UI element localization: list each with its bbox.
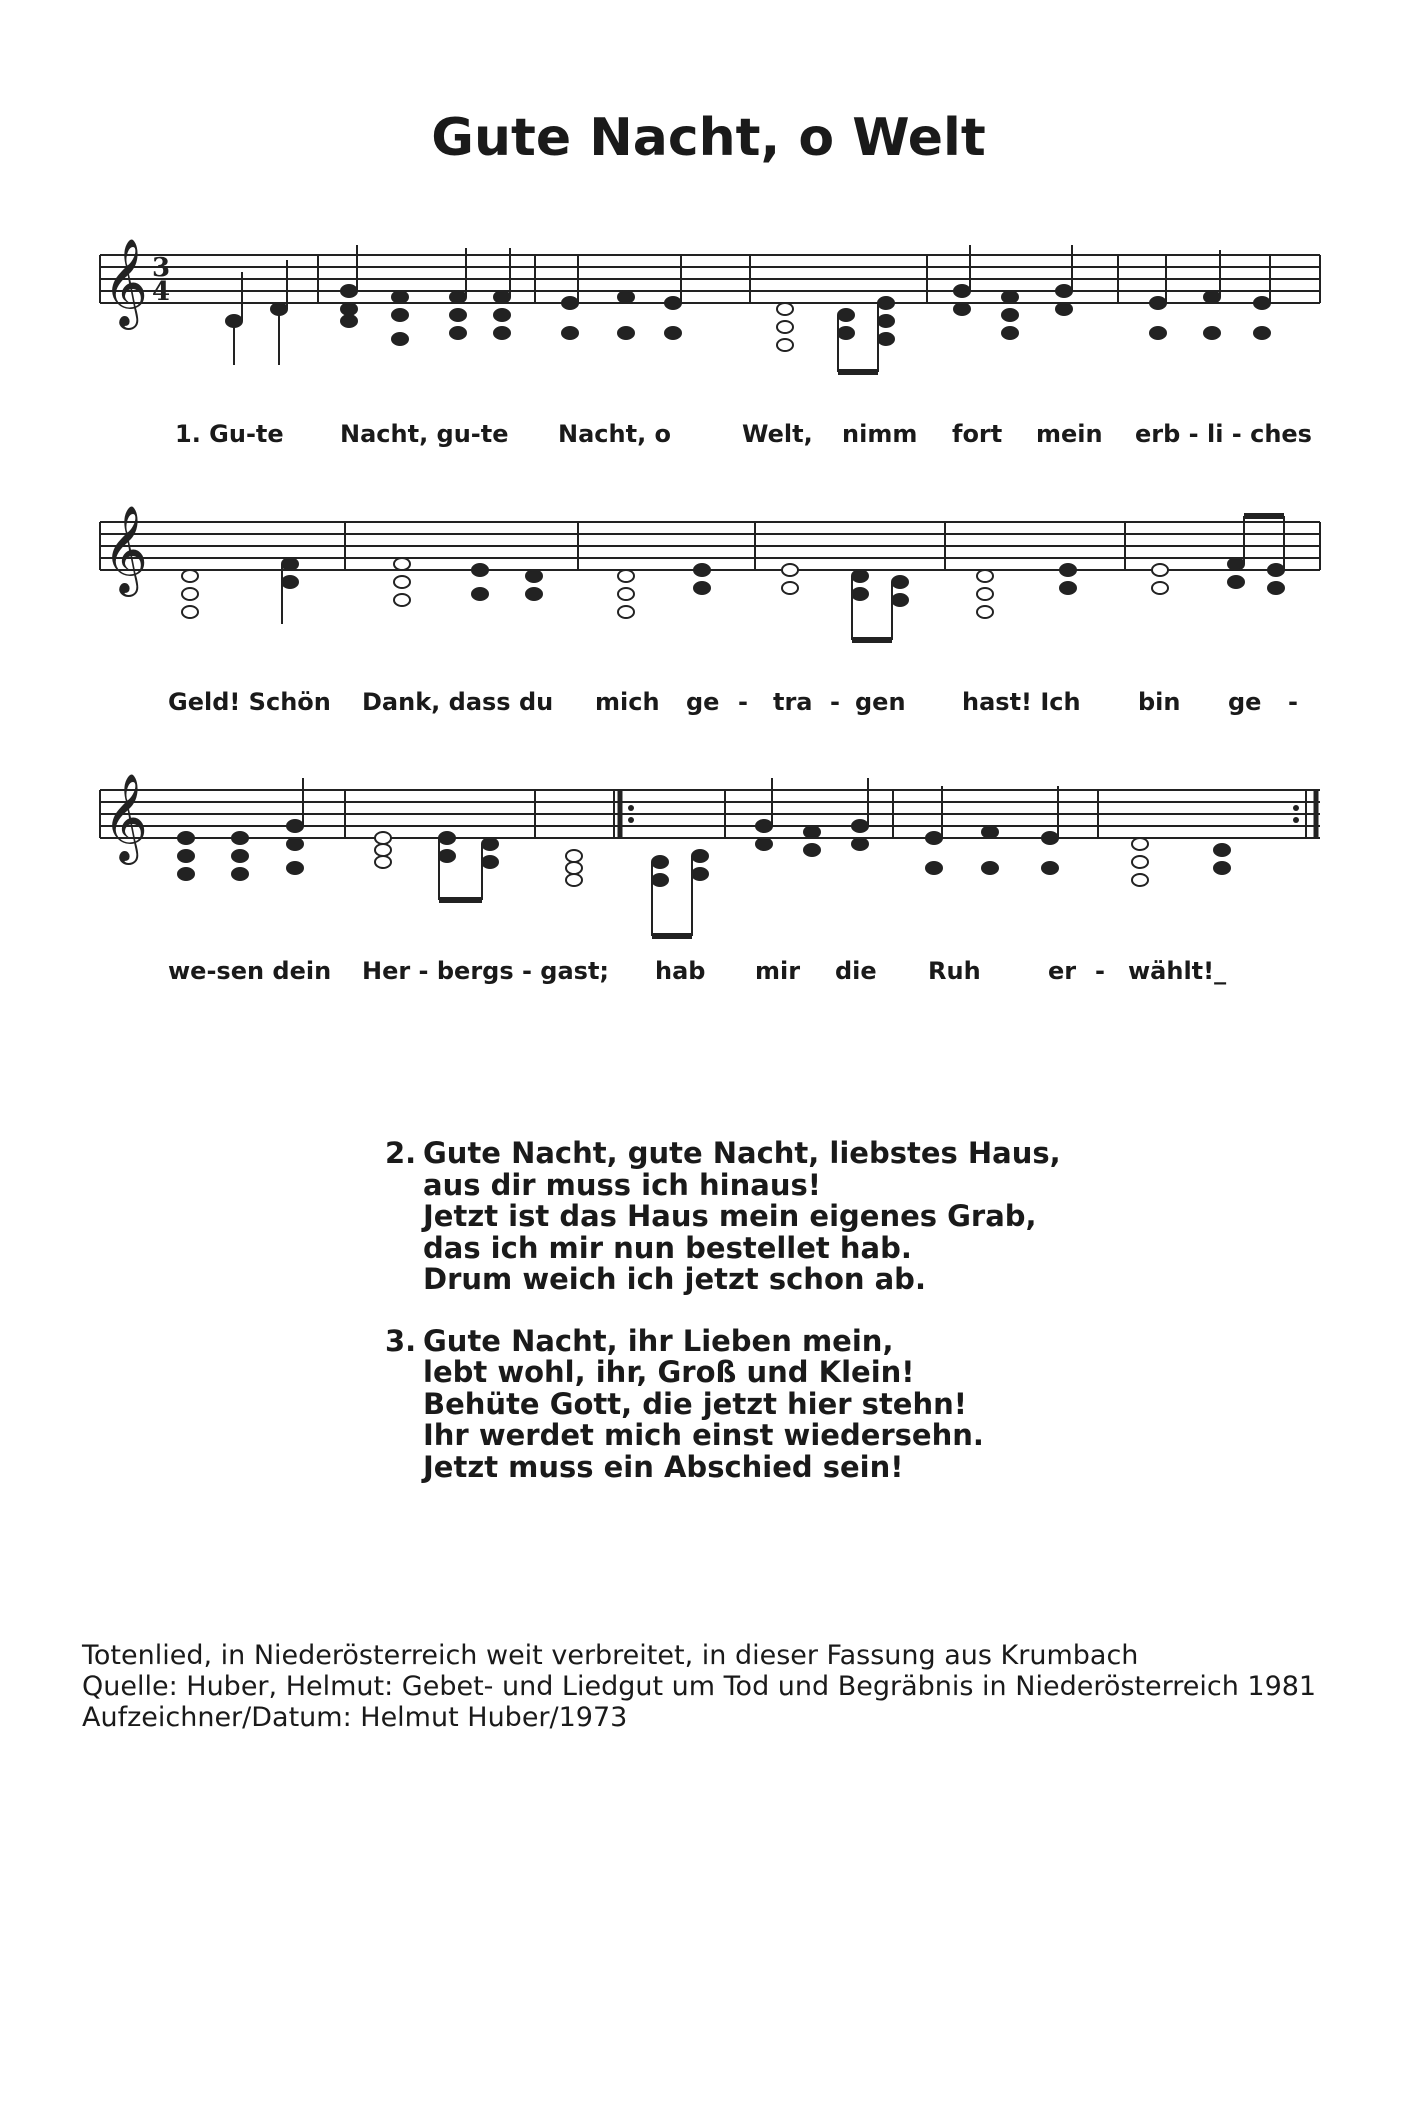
treble-clef-icon: 𝄞 <box>103 772 148 861</box>
lyric-syllable: - <box>1095 957 1105 985</box>
time-signature-bottom: 4 <box>152 277 171 307</box>
lyric-syllable: gen <box>855 688 906 716</box>
lyric-syllable: nimm <box>842 420 918 448</box>
verse-line: das ich mir nun bestellet hab. <box>423 1230 912 1265</box>
verse-line: Behüte Gott, die jetzt hier stehn! <box>423 1386 967 1421</box>
verse-number: 3. <box>385 1323 417 1358</box>
source-notes <box>82 1640 1316 1733</box>
lyric-syllable: 1. Gu-te <box>175 420 284 448</box>
treble-clef-icon: 𝄞 <box>103 237 148 326</box>
verse-3 <box>385 1323 1061 1484</box>
lyric-syllable: - <box>738 688 748 716</box>
verse-line: Jetzt ist das Haus mein eigenes Grab, <box>423 1199 1037 1233</box>
lyric-syllable: wählt!_ <box>1128 957 1227 985</box>
lyric-syllable: erb - li - ches <box>1135 420 1312 448</box>
lyric-syllable: mein <box>1036 420 1103 448</box>
lyric-syllable: mich <box>595 688 660 716</box>
verse-line: lebt wohl, ihr, Groß und Klein! <box>423 1355 915 1389</box>
lyric-syllable: - <box>1288 688 1298 716</box>
verse-line: aus dir muss ich hinaus! <box>423 1167 821 1202</box>
staff-lines <box>100 790 1320 838</box>
lyric-syllable: - <box>830 688 840 716</box>
lyric-syllable: Her - bergs - gast; <box>362 957 610 985</box>
lyric-syllable: die <box>835 957 877 985</box>
lyric-syllable: Nacht, gu-te <box>340 420 509 448</box>
lyric-syllable: tra <box>773 688 813 716</box>
lyric-syllable: Geld! Schön <box>168 688 331 716</box>
lyric-syllable: Ruh <box>928 957 981 985</box>
lyric-syllable: bin <box>1138 688 1181 716</box>
verse-2 <box>385 1138 1061 1296</box>
lyric-syllable: ge <box>1228 688 1262 716</box>
verse-line: Ihr werdet mich einst wiedersehn. <box>423 1418 984 1452</box>
verse-number: 2. <box>385 1136 417 1170</box>
lyric-syllable: er <box>1048 957 1077 985</box>
verse-line: Gute Nacht, ihr Lieben mein, <box>423 1323 894 1358</box>
time-signature-top: 3 <box>152 253 171 283</box>
source-note-line: Totenlied, in Niederösterreich weit verbreitet, in dieser Fassung aus Krumbach <box>82 1640 1139 1671</box>
verse-line: Jetzt muss ein Abschied sein! <box>423 1449 904 1484</box>
song-title: Gute Nacht, o Welt <box>431 108 986 168</box>
lyrics-row-3 <box>0 957 1417 997</box>
verse-line: Gute Nacht, gute Nacht, liebstes Haus, <box>423 1136 1061 1170</box>
lyrics-row-1 <box>0 420 1417 460</box>
lyrics-row-2 <box>0 688 1417 728</box>
lyric-syllable: hast! Ich <box>962 688 1081 716</box>
lyric-syllable: hab <box>655 957 706 985</box>
lyric-syllable: fort <box>952 420 1003 448</box>
treble-clef-icon: 𝄞 <box>103 504 148 593</box>
lyric-syllable: Nacht, o <box>558 420 672 448</box>
lyric-syllable: ge <box>686 688 720 716</box>
additional-verses <box>385 1138 1061 1513</box>
source-note-line: Aufzeichner/Datum: Helmut Huber/1973 <box>82 1702 628 1733</box>
lyric-syllable: Welt, <box>742 420 813 448</box>
lyric-syllable: Dank, dass du <box>362 688 554 716</box>
lyric-syllable: we-sen dein <box>168 957 332 985</box>
lyric-syllable: mir <box>755 957 801 985</box>
source-note-line: Quelle: Huber, Helmut: Gebet- und Liedgut um Tod und Begräbnis in Niederösterreich 1981 <box>82 1671 1317 1702</box>
staff-system-3 <box>0 0 1417 960</box>
verse-line: Drum weich ich jetzt schon ab. <box>423 1262 926 1296</box>
